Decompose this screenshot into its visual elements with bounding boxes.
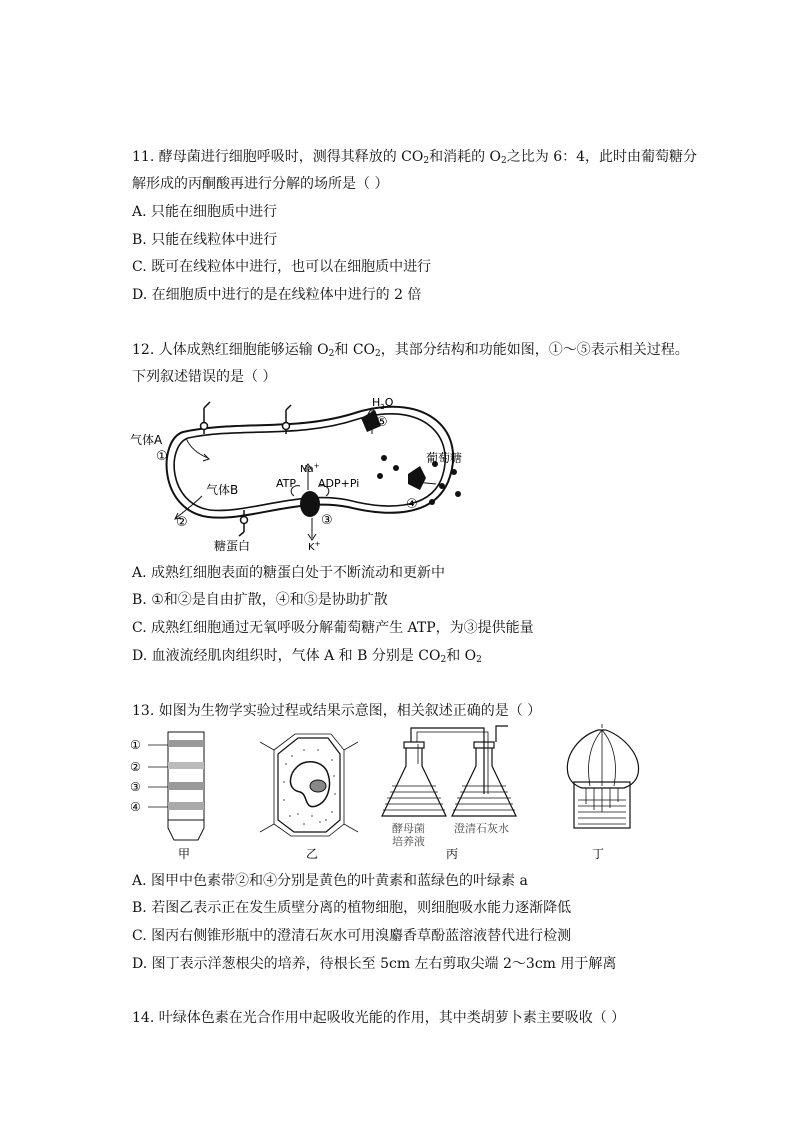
q11-stem-line2: 解形成的丙酮酸再进行分解的场所是（ ）	[132, 176, 389, 192]
label-1: ①	[156, 449, 168, 464]
label-jia: 甲	[178, 847, 191, 861]
plant-cell	[260, 734, 358, 836]
q12-stem-line2: 下列叙述错误的是（ ）	[132, 369, 277, 385]
glucose-label: 葡萄糖	[426, 451, 463, 465]
q13-option-a: A. 图甲中色素带②和④分别是黄色的叶黄素和蓝绿色的叶绿素 a	[132, 873, 528, 889]
label-5: ⑤	[376, 415, 388, 430]
red-blood-cell-diagram	[128, 392, 488, 554]
q11-stem-line1: 11. 酵母菌进行细胞呼吸时，测得其释放的 $CO_2$和消耗的 $O_2$之比为 6：4，此时由葡萄糖分	[132, 149, 698, 166]
q11-option-b: B. 只能在线粒体中进行	[132, 232, 278, 248]
pigment-band-2	[168, 762, 204, 769]
pigment-band-4	[168, 802, 204, 810]
glycoprotein-top-2-icon	[283, 405, 292, 434]
q12-option-a: A. 成熟红细胞表面的糖蛋白处于不断流动和更新中	[132, 565, 446, 581]
k-label: K+	[308, 540, 321, 553]
label-3: ③	[321, 513, 333, 528]
q12-option-c: C. 成熟红细胞通过无氧呼吸分解葡萄糖产生 ATP，为③提供能量	[132, 620, 534, 636]
pigment-band-1	[168, 740, 204, 747]
atp-label: ATP	[276, 477, 297, 490]
sodium-potassium-pump-icon	[300, 491, 320, 517]
q13-option-b: B. 若图乙表示正在发生质壁分离的植物细胞，则细胞吸水能力逐渐降低	[132, 900, 572, 916]
gas-a-label: 气体A	[130, 433, 163, 447]
q11-option-c: C. 既可在线粒体中进行，也可以在细胞质中进行	[132, 259, 432, 275]
label-yi: 乙	[306, 847, 319, 861]
band-label-2: ②	[130, 760, 141, 774]
label-ding: 丁	[592, 847, 605, 861]
glucose-transporter-icon	[408, 466, 426, 490]
nucleus	[310, 780, 326, 792]
q11-option-a: A. 只能在细胞质中进行	[132, 204, 278, 220]
band-label-3: ③	[130, 780, 141, 794]
pigment-band-3	[168, 782, 204, 790]
q14-stem: 14. 叶绿体色素在光合作用中起吸收光能的作用，其中类胡萝卜素主要吸收（ ）	[132, 1010, 626, 1026]
q13-option-c: C. 图丙右侧锥形瓶中的澄清石灰水可用溴麝香草酚蓝溶液替代进行检测	[132, 928, 572, 944]
gas-b-label: 气体B	[206, 483, 239, 497]
q12-option-b: B. ①和②是自由扩散，④和⑤是协助扩散	[132, 592, 388, 608]
q12-stem-line1: 12. 人体成熟红细胞能够运输 $O_2$和 $CO_2$，其部分结构和功能如图，①～⑤表示相关过程。	[132, 342, 689, 359]
flask1-label-line2: 培养液	[392, 835, 425, 848]
glycoprotein-top-1-icon	[201, 402, 211, 434]
glycoprotein-bottom-icon	[239, 510, 248, 536]
flask2-label: 澄清石灰水	[454, 822, 509, 835]
q12-option-d: D. 血液流经肌肉组织时，气体 A 和 B 分别是 $CO_2$和 $O_2$	[132, 648, 482, 665]
label-4: ④	[406, 497, 418, 512]
onion-beaker	[567, 724, 638, 828]
adp-label: ADP+Pi	[318, 477, 360, 490]
label-2: ②	[176, 515, 188, 530]
experiment-diagram	[128, 724, 658, 864]
glycoprotein-label: 糖蛋白	[214, 539, 251, 553]
q13-stem: 13. 如图为生物学实验过程或结果示意图，相关叙述正确的是（ ）	[132, 703, 542, 719]
h2o-label: $H_2O$	[372, 396, 394, 411]
flask-apparatus	[382, 726, 516, 816]
label-bing: 丙	[446, 847, 459, 861]
na-label: Na+	[300, 462, 320, 475]
q13-option-d: D. 图丁表示洋葱根尖的培养，待根长至 5cm 左右剪取尖端 2～3cm 用于解离	[132, 956, 617, 972]
band-label-1: ①	[130, 738, 141, 752]
band-label-4: ④	[130, 800, 141, 814]
flask1-label-line1: 酵母菌	[392, 822, 425, 835]
q11-option-d: D. 在细胞质中进行的是在线粒体中进行的 2 倍	[132, 287, 422, 303]
